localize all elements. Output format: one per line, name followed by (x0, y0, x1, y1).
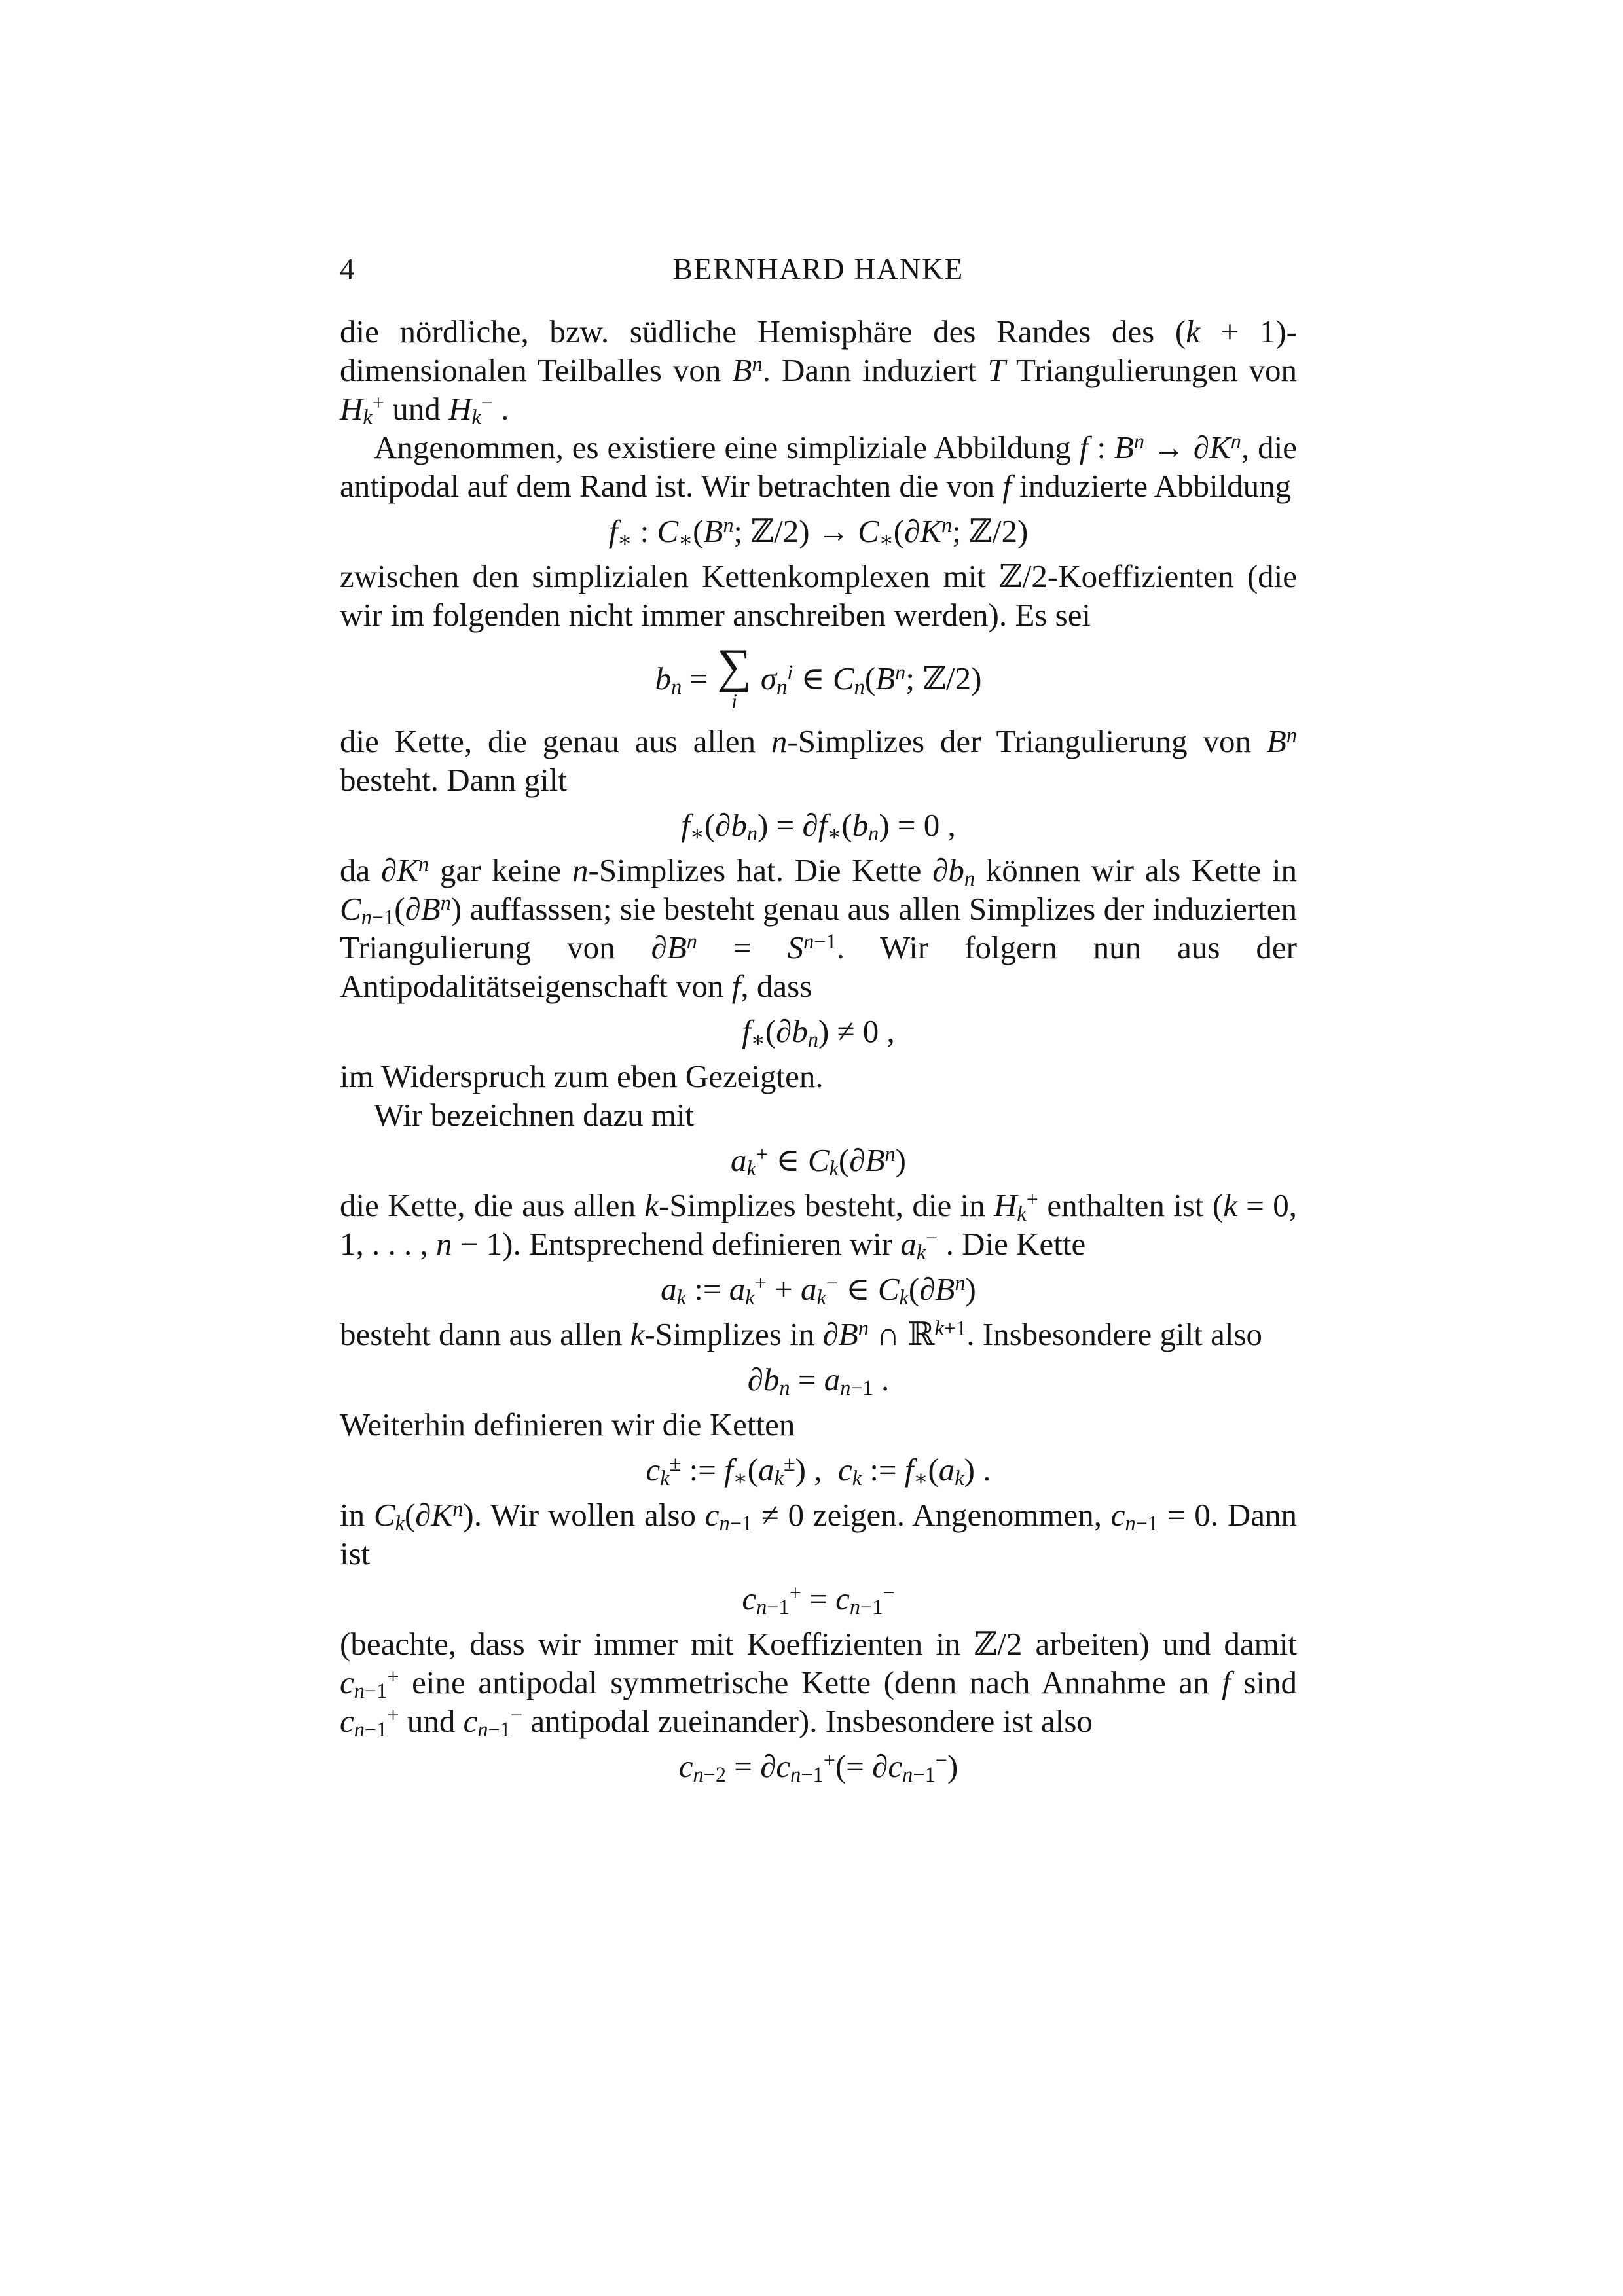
formula-c-plus-equals-c-minus: $c_{n-1}^+ = c_{n-1}^-$ (742, 1581, 895, 1619)
paragraph-10: in $C_k(\partial K^n)$. Wir wollen also $c_{n-1} \ne 0$ zeigen. Angenommen, $c_{n-1} = 0$. Dann ist (340, 1497, 1297, 1571)
paragraph-2: zwischen den simplizialen Kettenkomplexen mit ℤ/2-Koeffizienten (die wir im folgenden nicht immer anschreiben werden). Es sei (340, 558, 1297, 633)
summation-operator (717, 639, 752, 713)
page-number: 4 (340, 253, 355, 285)
formula-ck-definition: $c_k^\pm$ := $f_∗(a_k^\pm)$ , $c_k$ := $f_∗(a_k)$ . (646, 1452, 991, 1490)
sigma-symbol: ∑ (717, 639, 752, 693)
paragraph-6: Wir bezeichnen dazu mit (374, 1097, 695, 1133)
formula-ak-definition: $a_k$ := $a_k^+ + a_k^-$ ∈ $C_k(\partial B^n)$ (661, 1271, 976, 1310)
formula-boundary-zero: $f_∗(\partial b_n) = \partial f_∗(b_n) = 0$ , (681, 807, 956, 846)
paragraph-8: besteht dann aus allen k-Simplizes in $\partial B^n$ ∩ ℝ$^{k+1}$. Insbesondere gilt also (340, 1316, 1263, 1352)
page-body (340, 312, 1297, 1785)
formula-chain-bn-sum (340, 639, 1297, 713)
sum-lower-limit: i (731, 689, 737, 713)
page-header (340, 252, 1297, 286)
formula-boundary-nonzero: $f_∗(\partial b_n) \ne 0$ , (742, 1013, 895, 1052)
sum-rhs: $\sigma_n^i$ ∈ $C_n(B^n$; ℤ/2) (760, 660, 982, 698)
formula-boundary-bn: $\partial b_n = a_{n-1}$ . (747, 1361, 890, 1400)
formula-ak-plus: $a_k^+$ ∈ $C_k(\partial B^n)$ (731, 1142, 906, 1181)
paragraph-3: die Kette, die genau aus allen n-Simplizes der Triangulierung von $B^n$ besteht. Dann gilt (340, 723, 1298, 798)
paragraph-1: Angenommen, es existiere eine simpliziale Abbildung f : $B^n \to \partial K^n$, die antipodal auf dem Rand ist. Wir betrachten die von f induzierte Abbildung (340, 429, 1297, 504)
running-head: BERNHARD HANKE (672, 253, 964, 285)
sum-lhs: $b_n$ = (655, 660, 708, 698)
formula-induced-chain-map: $f_∗$ : $C_∗(B^n$; ℤ/2) → $C_∗(\partial K^n$; ℤ/2) (608, 513, 1029, 552)
paragraph-9: Weiterhin definieren wir die Ketten (340, 1407, 795, 1443)
document-page (340, 252, 1297, 1792)
paragraph-4: da $\partial K^n$ gar keine n-Simplizes hat. Die Kette $\partial b_n$ können wir als Kette in $C_{n-1}(\partial B^n)$ auffasssen; sie besteht genau aus allen Simplizes der induzierten Triangulierung von $\partial B^n = S^{n-1}$. Wir folgern nun aus der Antipodalitätseigenschaft von f, dass (340, 852, 1298, 1004)
paragraph-11: (beachte, dass wir immer mit Koeffizienten in ℤ/2 arbeiten) und damit $c_{n-1}^+$ eine antipodal symmetrische Kette (denn nach Annahme an f sind $c_{n-1}^+$ und $c_{n-1}^-$ antipodal zueinander). Insbesondere ist also (340, 1626, 1297, 1742)
paragraph-5: im Widerspruch zum eben Gezeigten. (340, 1058, 824, 1094)
formula-cn-minus-2: $c_{n-2} = \partial c_{n-1}^+(= \partial c_{n-1}^-)$ (678, 1748, 958, 1787)
paragraph-7: die Kette, die aus allen k-Simplizes besteht, die in $H_k^+$ enthalten ist (k = 0, 1, . . . , n − 1). Entsprechend definieren wir $a_k^-$ . Die Kette (340, 1187, 1297, 1265)
paragraph-0: die nördliche, bzw. südliche Hemisphäre des Randes des (k + 1)-dimensionalen Teilballes von $B^n$. Dann induziert T Triangulierungen von $H_k^+$ und $H_k^-$ . (340, 314, 1298, 429)
